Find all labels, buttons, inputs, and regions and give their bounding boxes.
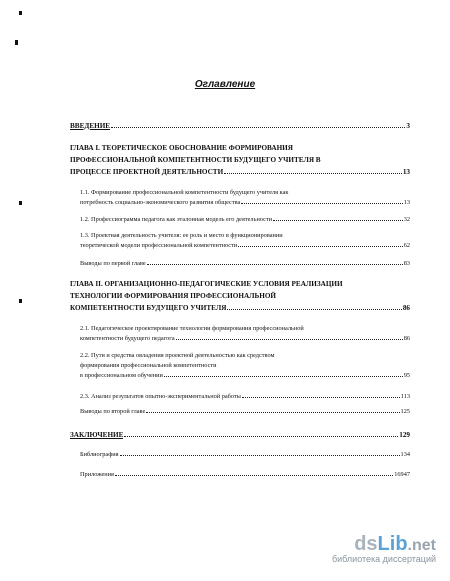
scan-mark — [15, 40, 18, 45]
toc-entry-conclusions-1[interactable]: Выводы по первой главе 83 — [80, 260, 410, 267]
toc-entry-section-2-1[interactable]: 2.1. Педагогическое проектирование технологии формирования профессиональной компетентности будущего педагога 86 — [80, 325, 410, 342]
dslib-subtitle: библиотека диссертаций — [331, 554, 436, 564]
toc-entry-appendices[interactable]: Приложения 16947 — [80, 471, 410, 478]
toc-entry-section-2-2[interactable]: 2.2. Пути и средства овладения проектной деятельностью как средством формирования профессиональной компетентности в профессиональном обучении 95 — [80, 352, 410, 379]
page-title: Оглавление — [194, 79, 256, 90]
toc-entry-chapter-2[interactable]: ГЛАВА II. ОРГАНИЗАЦИОННО-ПЕДАГОГИЧЕСКИЕ УСЛОВИЯ РЕАЛИЗАЦИИ ТЕХНОЛОГИИ ФОРМИРОВАНИЯ ПРОФЕССИОНАЛЬНОЙ КОМПЕТЕНТНОСТИ БУДУЩЕГО УЧИТЕЛЯ 86 — [70, 280, 410, 312]
toc-entry-conclusion[interactable]: ЗАКЛЮЧЕНИЕ 129 — [70, 431, 410, 439]
toc-entry-introduction[interactable]: ВВЕДЕНИЕ 3 — [70, 122, 410, 130]
toc-entry-section-1-1[interactable]: 1.1. Формирование профессиональной компетентности будущего учителя как потребность социально-экономического развития общества 13 — [80, 189, 410, 206]
dslib-logo: dsLib.net — [354, 533, 436, 555]
toc-entry-chapter-1[interactable]: ГЛАВА I. ТЕОРЕТИЧЕСКОЕ ОБОСНОВАНИЕ ФОРМИРОВАНИЯ ПРОФЕССИОНАЛЬНОЙ КОМПЕТЕНТНОСТИ БУДУЩЕГО УЧИТЕЛЯ В ПРОЦЕССЕ ПРОЕКТНОЙ ДЕЯТЕЛЬНОСТИ 13 — [70, 144, 410, 176]
scan-mark — [19, 11, 22, 15]
toc-entry-conclusions-2[interactable]: Выводы по второй главе 125 — [80, 408, 410, 415]
toc-entry-section-2-3[interactable]: 2.3. Анализ результатов опытно-экспериментальной работы 113 — [80, 393, 410, 400]
dslib-watermark — [316, 533, 436, 564]
toc-entry-bibliography[interactable]: Библиография 134 — [80, 451, 410, 458]
toc-entry-section-1-3[interactable]: 1.3. Проектная деятельность учителя: ее роль и место в функционировании теоретической модели профессиональной компетентности 62 — [80, 232, 410, 249]
toc-entry-section-1-2[interactable]: 1.2. Профессиограмма педагога как эталонная модель его деятельности 32 — [80, 216, 410, 223]
scan-mark — [19, 299, 22, 303]
scan-mark — [19, 201, 22, 205]
